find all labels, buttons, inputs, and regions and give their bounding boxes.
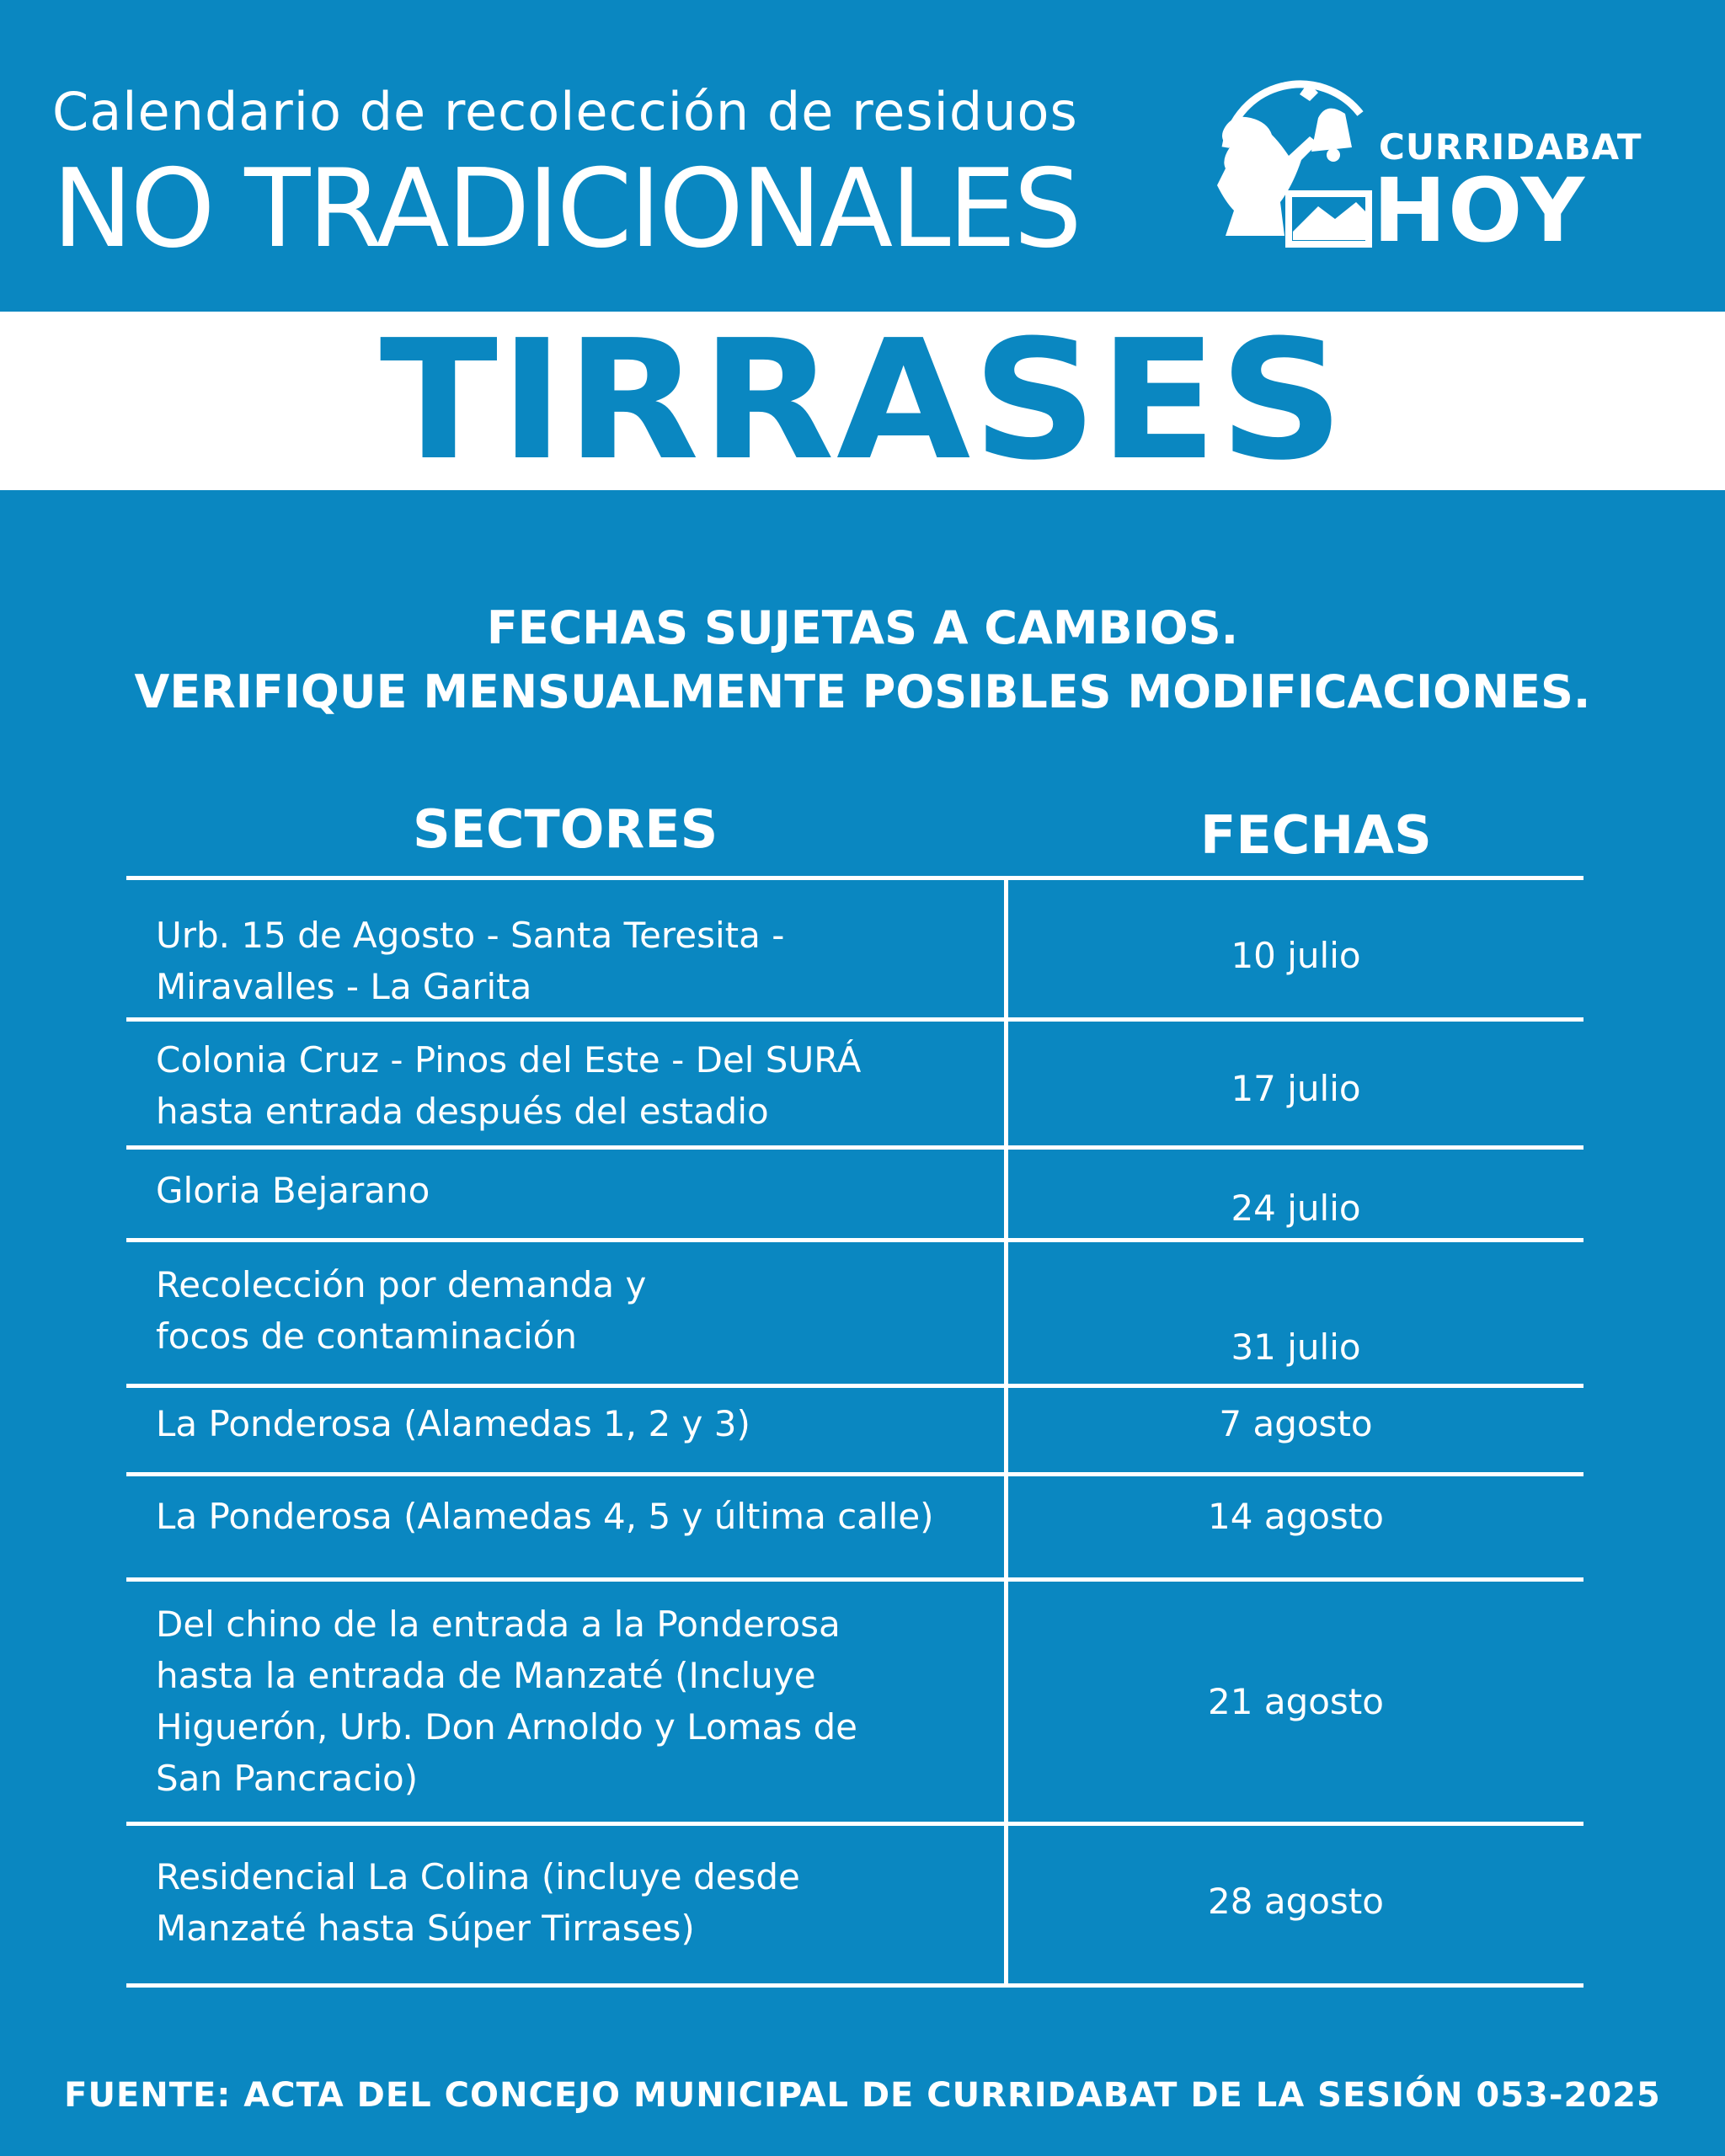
source-footer: FUENTE: ACTA DEL CONCEJO MUNICIPAL DE CURRIDABAT DE LA SESIÓN 053-2025 xyxy=(64,2076,1661,2115)
sector-title: TIRRASES xyxy=(379,305,1346,497)
logo-text-curridabat: CURRIDABAT xyxy=(1379,126,1642,168)
header-fechas: FECHAS xyxy=(1200,804,1432,866)
bell-emblem-icon xyxy=(1200,67,1377,253)
row-sector: Recolección por demanda y focos de contaminación xyxy=(156,1264,647,1357)
sector-title-band xyxy=(0,305,1725,497)
notice-line-2: VERIFIQUE MENSUALMENTE POSIBLES MODIFICACIONES. xyxy=(134,665,1591,718)
row-sector: Colonia Cruz - Pinos del Este - Del SURÁ hasta entrada después del estadio xyxy=(156,1039,862,1132)
table-row xyxy=(126,1388,1583,1472)
row-sector: Residencial La Colina (incluye desde Manzaté hasta Súper Tirrases) xyxy=(156,1856,800,1949)
row-date: 24 julio xyxy=(1231,1187,1361,1229)
notice xyxy=(0,596,1725,724)
logo-text-hoy: HOY xyxy=(1373,159,1587,262)
table-row xyxy=(126,876,1583,1019)
row-date: 7 agosto xyxy=(1219,1403,1373,1444)
row-date: 17 julio xyxy=(1231,1068,1361,1109)
schedule-table xyxy=(126,876,1583,1988)
table-divider xyxy=(126,1983,1583,1988)
table-row xyxy=(126,1150,1583,1238)
page-subtitle: Calendario de recolección de residuos xyxy=(52,81,1078,142)
row-date: 28 agosto xyxy=(1208,1881,1384,1922)
header xyxy=(0,0,1725,312)
table-row xyxy=(126,1476,1583,1577)
row-date: 10 julio xyxy=(1231,935,1361,976)
row-date: 31 julio xyxy=(1231,1326,1361,1368)
page-title: NO TRADICIONALES xyxy=(52,147,1080,272)
table-row xyxy=(126,1582,1583,1822)
notice-line-1: FECHAS SUJETAS A CAMBIOS. xyxy=(486,601,1239,654)
table-row xyxy=(126,1242,1583,1381)
row-date: 21 agosto xyxy=(1208,1681,1384,1722)
curridabat-hoy-logo xyxy=(1200,67,1647,261)
row-sector: La Ponderosa (Alamedas 4, 5 y última calle) xyxy=(156,1496,934,1537)
row-sector: Urb. 15 de Agosto - Santa Teresita - Miravalles - La Garita xyxy=(156,915,785,1007)
table-row xyxy=(126,1826,1583,1982)
row-sector: Gloria Bejarano xyxy=(156,1170,430,1211)
header-sectores: SECTORES xyxy=(413,798,718,860)
row-sector: La Ponderosa (Alamedas 1, 2 y 3) xyxy=(156,1403,750,1444)
row-date: 14 agosto xyxy=(1208,1496,1384,1537)
row-sector: Del chino de la entrada a la Ponderosa hasta la entrada de Manzaté (Incluye Higuerón, Urb. Don Arnoldo y Lomas de San Pancracio) xyxy=(156,1604,858,1799)
table-row xyxy=(126,1019,1583,1145)
